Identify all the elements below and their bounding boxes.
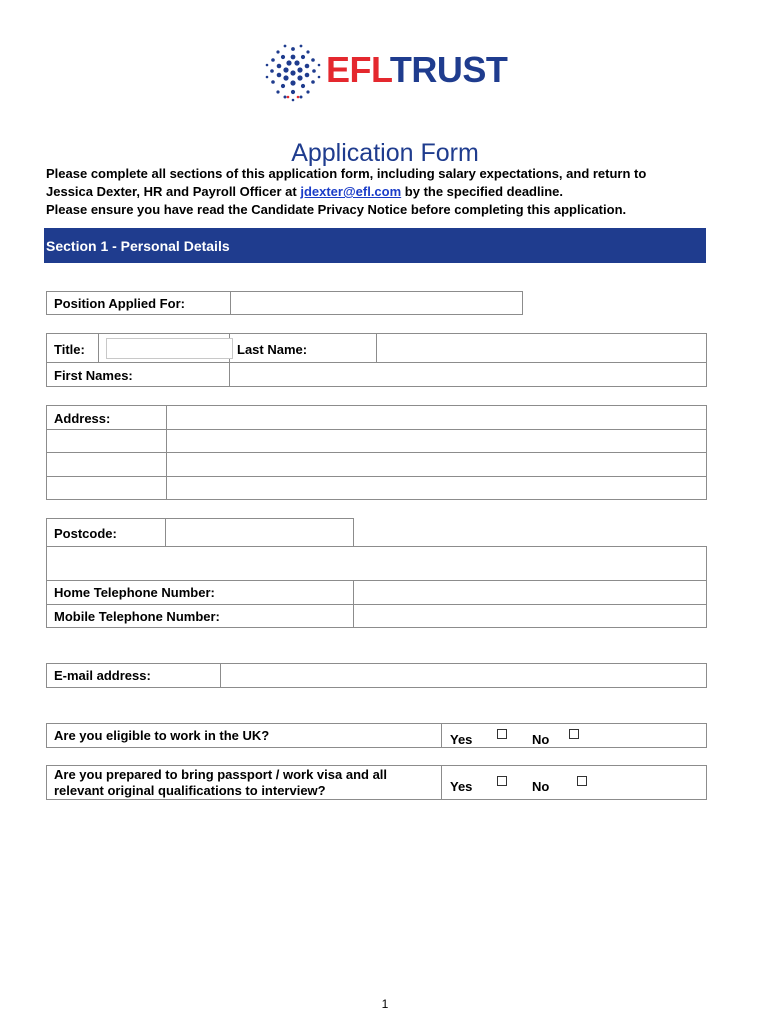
last-name-input[interactable]	[377, 334, 706, 361]
section-1-header	[44, 228, 706, 263]
title-input[interactable]	[106, 338, 233, 359]
home-phone-label: Home Telephone Number:	[54, 585, 215, 600]
postcode-label: Postcode:	[54, 526, 117, 541]
intro-text	[46, 165, 736, 219]
email-link[interactable]: jdexter@efl.com	[300, 184, 402, 199]
eligible-yes-checkbox[interactable]	[497, 729, 507, 739]
eligible-yes-label: Yes	[450, 732, 473, 747]
page-number: 1	[381, 997, 389, 1011]
passport-no-label: No	[532, 779, 550, 794]
divider	[441, 723, 442, 748]
intro-line-2: Jessica Dexter, HR and Payroll Officer at jdexter@efl.com by the specified deadline.	[46, 184, 563, 199]
divider	[98, 333, 99, 362]
passport-no-checkbox[interactable]	[577, 776, 587, 786]
eligible-no-label: No	[532, 732, 550, 747]
page-title: Application Form	[291, 139, 479, 167]
divider	[441, 765, 442, 800]
email-label: E-mail address:	[54, 668, 151, 683]
address-line-1-input[interactable]	[167, 406, 706, 428]
first-names-input[interactable]	[230, 363, 706, 386]
mobile-phone-label: Mobile Telephone Number:	[54, 609, 220, 624]
position-applied-input[interactable]	[230, 291, 523, 315]
postcode-input[interactable]	[166, 519, 353, 546]
intro-line-3: Please ensure you have read the Candidate Privacy Notice before completing this application.	[46, 202, 627, 217]
email-input[interactable]	[221, 664, 706, 687]
intro-line-1: Please complete all sections of this application form, including salary expectations, and return to	[46, 166, 647, 181]
passport-yes-checkbox[interactable]	[497, 776, 507, 786]
first-names-label: First Names:	[54, 368, 133, 383]
section-1-title: Section 1 - Personal Details	[46, 238, 230, 254]
title-label: Title:	[54, 342, 85, 357]
passport-yes-label: Yes	[450, 779, 473, 794]
logo-wordmark: EFLTRUST	[326, 49, 508, 90]
home-phone-input[interactable]	[354, 581, 706, 603]
passport-question: Are you prepared to bring passport / work visa and all relevant original qualifications to interview?	[54, 767, 388, 798]
address-line-3-input[interactable]	[167, 453, 706, 475]
address-label: Address:	[54, 411, 111, 426]
address-line-2-input[interactable]	[167, 430, 706, 452]
address-line-4-input[interactable]	[167, 477, 706, 499]
last-name-label: Last Name:	[237, 342, 308, 357]
position-applied-label: Position Applied For:	[54, 296, 185, 311]
mobile-phone-input[interactable]	[354, 605, 706, 627]
eligible-question: Are you eligible to work in the UK?	[54, 728, 270, 743]
eligible-no-checkbox[interactable]	[569, 729, 579, 739]
